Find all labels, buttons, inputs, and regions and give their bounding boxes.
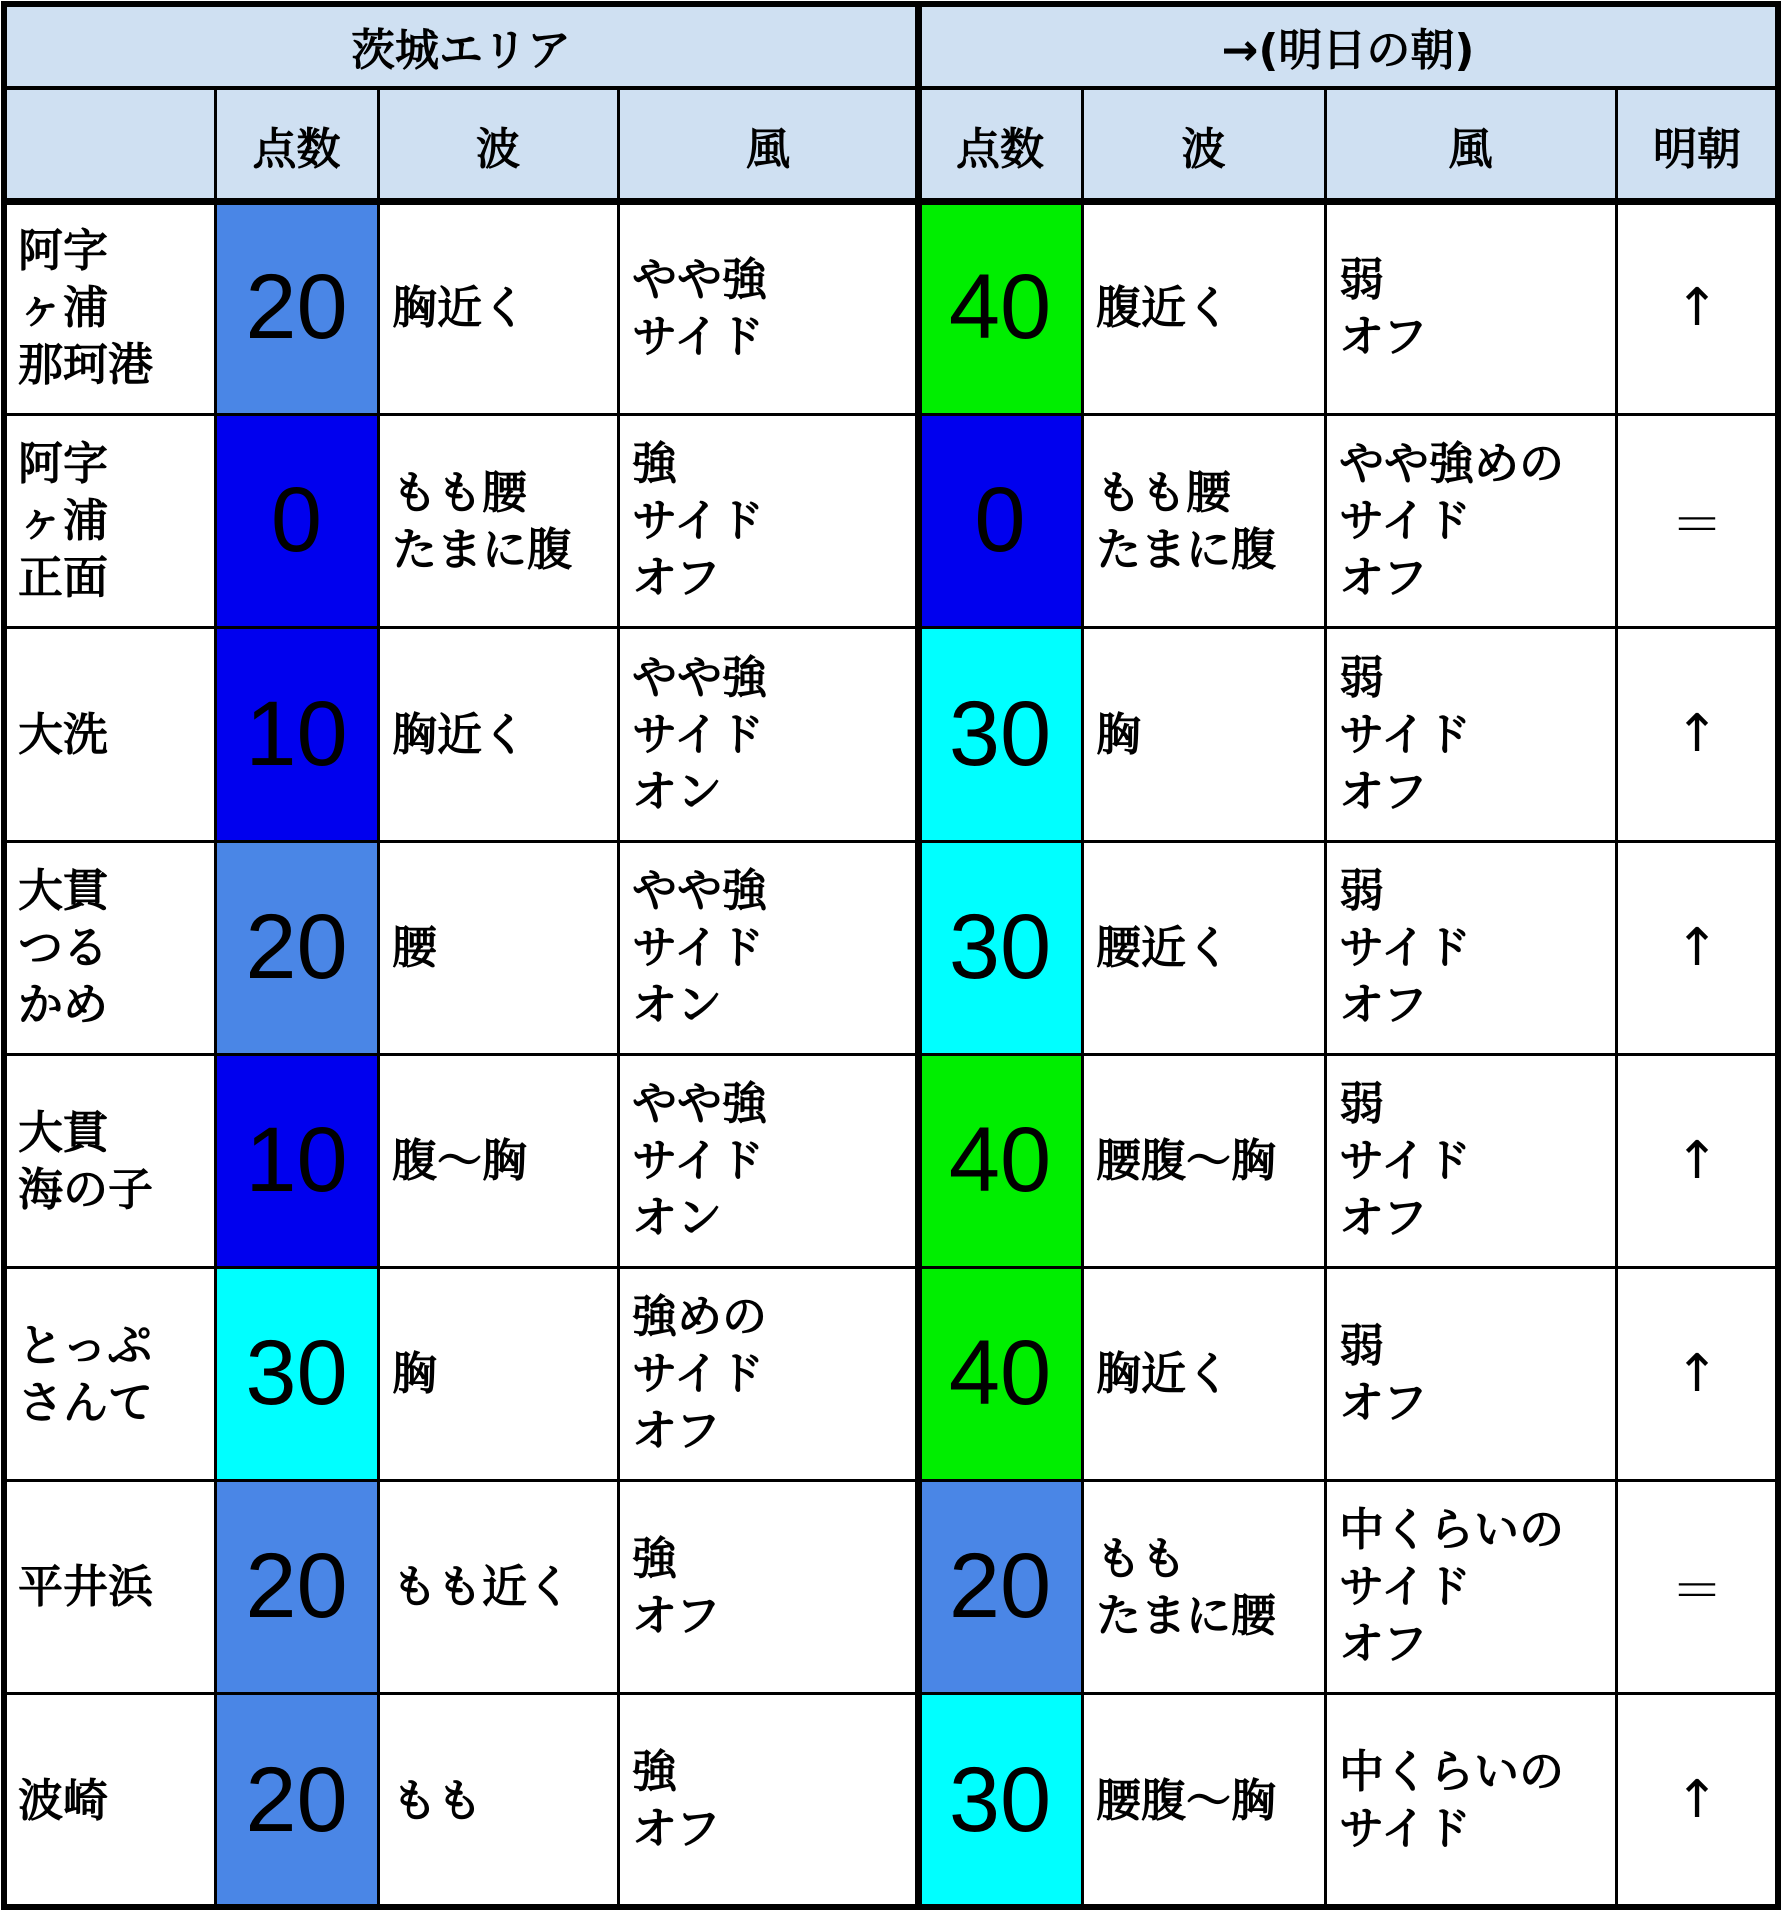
grid-line-h [4,840,1778,843]
score-cell: 20 [215,1693,378,1907]
tomorrow-wind-cell: 弱 サイド オフ [1325,1054,1616,1267]
wave-cell: 胸近く [378,627,618,841]
spot-name: 阿字 ヶ浦 那珂港 [4,201,215,414]
tomorrow-wind-cell: 中くらいの サイド オフ [1325,1480,1616,1693]
tomorrow-score-cell: 40 [918,1267,1082,1480]
header-wave: 波 [378,88,618,201]
tomorrow-wave-cell: もも たまに腰 [1082,1480,1325,1693]
spot-name: とっぷ さんて [4,1267,215,1480]
header-tomorrow-wave: 波 [1082,88,1325,201]
score-cell: 30 [215,1267,378,1480]
tomorrow-wave-cell: 胸 [1082,627,1325,841]
grid-line-v [1615,88,1618,1907]
tomorrow-wave-cell: 腰腹～胸 [1082,1693,1325,1907]
score-cell: 20 [215,1480,378,1693]
tomorrow-wind-cell: 弱 オフ [1325,201,1616,414]
wave-cell: 胸 [378,1267,618,1480]
grid-line-h [4,198,1778,205]
spot-name: 平井浜 [4,1480,215,1693]
wind-cell: 強 サイド オフ [618,414,918,627]
trend-cell: ↑ [1616,627,1778,841]
score-cell: 10 [215,1054,378,1267]
grid-line-v [617,88,620,1907]
tomorrow-title: →(明日の朝) [918,4,1778,88]
score-cell: 20 [215,201,378,414]
tomorrow-wind-cell: やや強めの サイド オフ [1325,414,1616,627]
tomorrow-wave-cell: 腰腹～胸 [1082,1054,1325,1267]
tomorrow-score-cell: 0 [918,414,1082,627]
grid-line-h [4,86,1778,90]
score-cell: 10 [215,627,378,841]
grid-line-v [1081,88,1084,1907]
spot-name: 大貫 つる かめ [4,841,215,1054]
tomorrow-wave-cell: 胸近く [1082,1267,1325,1480]
spot-name: 大貫 海の子 [4,1054,215,1267]
tomorrow-wind-cell: 中くらいの サイド [1325,1693,1616,1907]
tomorrow-wind-cell: 弱 サイド オフ [1325,627,1616,841]
grid-line-v [915,4,922,1907]
header-tomorrow-trend: 明朝 [1616,88,1778,201]
spot-name: 波崎 [4,1693,215,1907]
header-tomorrow-score: 点数 [918,88,1082,201]
tomorrow-score-cell: 30 [918,627,1082,841]
score-cell: 20 [215,841,378,1054]
wave-cell: もも腰 たまに腹 [378,414,618,627]
wind-cell: 強 オフ [618,1693,918,1907]
wave-cell: 腰 [378,841,618,1054]
tomorrow-score-cell: 30 [918,841,1082,1054]
spot-name: 阿字 ヶ浦 正面 [4,414,215,627]
tomorrow-score-cell: 40 [918,1054,1082,1267]
wind-cell: 強めの サイド オフ [618,1267,918,1480]
grid-line-h [4,1053,1778,1056]
tomorrow-wave-cell: もも腰 たまに腹 [1082,414,1325,627]
wave-cell: 胸近く [378,201,618,414]
trend-cell: ＝ [1616,1480,1778,1693]
grid-line-h [4,413,1778,416]
grid-line-h [4,626,1778,629]
wave-cell: もも近く [378,1480,618,1693]
score-cell: 0 [215,414,378,627]
grid-line-v [1,1,7,1910]
header-tomorrow-wind: 風 [1325,88,1616,201]
trend-cell: ↑ [1616,1054,1778,1267]
tomorrow-wave-cell: 腰近く [1082,841,1325,1054]
spot-name: 大洗 [4,627,215,841]
trend-cell: ↑ [1616,201,1778,414]
grid-line-v [1775,1,1781,1910]
grid-line-h [4,1266,1778,1269]
tomorrow-wave-cell: 腹近く [1082,201,1325,414]
trend-cell: ↑ [1616,1267,1778,1480]
tomorrow-wind-cell: 弱 サイド オフ [1325,841,1616,1054]
header-spot-blank [4,88,215,201]
grid-line-h [1,1,1781,7]
wave-cell: 腹～胸 [378,1054,618,1267]
wind-cell: やや強 サイド オン [618,627,918,841]
tomorrow-score-cell: 40 [918,201,1082,414]
grid-line-v [377,88,380,1907]
wind-cell: やや強 サイド オン [618,841,918,1054]
grid-line-v [214,88,217,1907]
grid-line-h [4,1692,1778,1695]
grid-line-v [1324,88,1327,1907]
wind-cell: やや強 サイド オン [618,1054,918,1267]
wind-cell: 強 オフ [618,1480,918,1693]
grid-line-h [1,1904,1781,1910]
trend-cell: ↑ [1616,841,1778,1054]
tomorrow-score-cell: 20 [918,1480,1082,1693]
grid-line-h [4,1479,1778,1482]
trend-cell: ＝ [1616,414,1778,627]
trend-cell: ↑ [1616,1693,1778,1907]
area-title: 茨城エリア [4,4,918,88]
wave-cell: もも [378,1693,618,1907]
tomorrow-score-cell: 30 [918,1693,1082,1907]
header-wind: 風 [618,88,918,201]
wind-cell: やや強 サイド [618,201,918,414]
tomorrow-wind-cell: 弱 オフ [1325,1267,1616,1480]
header-score: 点数 [215,88,378,201]
